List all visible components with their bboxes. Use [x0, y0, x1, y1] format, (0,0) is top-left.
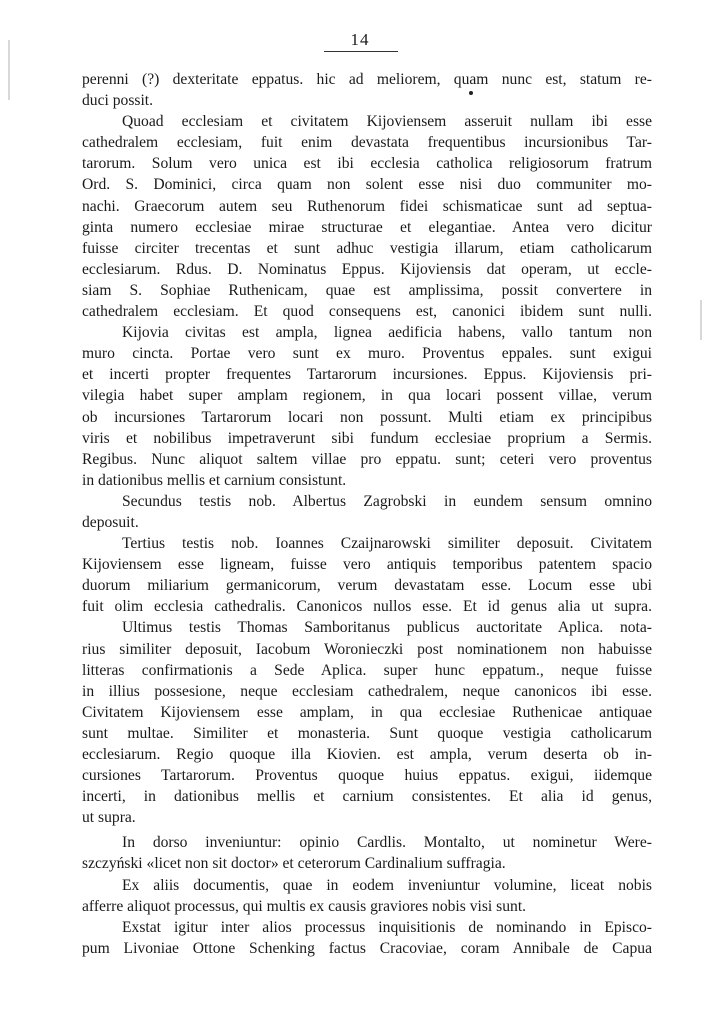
text-line: Quoad ecclesiam et civitatem Kijoviensem asseruit nullam ibi esse [122, 113, 652, 131]
text-line: muro cincta. Portae vero sunt ex muro. Proventus eppales. sunt exigui [82, 345, 652, 363]
text-line: Tertius testis nob. Ioannes Czaijnarowski similiter deposuit. Civitatem [122, 535, 652, 553]
text-line: cathedralem ecclesiam. Et quod consequens est, canonici ibidem sunt nulli. [82, 303, 652, 321]
text-line: szczyński «licet non sit doctor» et ceterorum Cardinalium suffragia. [82, 855, 506, 873]
text-line: duci possit. [82, 92, 154, 110]
text-line: sunt multae. Similiter et monasteria. Sunt quoque vestigia catholicarum [82, 724, 652, 742]
header-rule [324, 51, 398, 52]
text-line: ob incursiones Tartarorum locari non possunt. Multi etiam ex principibus [82, 408, 652, 426]
text-line: ut supra. [82, 809, 136, 827]
body-text [82, 69, 652, 959]
text-line: deposuit. [82, 513, 139, 531]
text-line: in dationibus mellis et carnium consistunt. [82, 471, 347, 489]
text-line: cathedralem ecclesiam, fuit enim devastata frequentibus incursionibus Tar- [82, 134, 652, 152]
text-line: siam S. Sophiae Ruthenicam, quae est amplissima, possit convertere in [82, 281, 652, 299]
text-line: fuit olim ecclesia cathedralis. Canonicos nullos esse. Et id genus alia ut supra. [82, 598, 652, 616]
text-line: Ultimus testis Thomas Samboritanus publicus auctoritate Aplica. nota- [122, 619, 652, 637]
text-line: afferre aliquot processus, qui multis ex causis graviores nobis visi sunt. [82, 897, 527, 915]
text-line: ecclesiarum. Rdus. D. Nominatus Eppus. Kijoviensis dat operam, ut eccle- [82, 260, 652, 278]
scan-edge-mark [8, 40, 10, 100]
text-line: duorum miliarium germanicorum, verum devastatam esse. Locum esse ubi [82, 577, 652, 595]
text-line: vilegia habet super amplam regionem, in qua locari possent villae, verum [82, 387, 652, 405]
text-line: Kijovia civitas est ampla, lignea aedificia habens, vallo tantum non [122, 324, 652, 342]
text-line: Ex aliis documentis, quae in eodem inveniuntur volumine, liceat nobis [122, 876, 652, 894]
text-line: In dorso inveniuntur: opinio Cardlis. Montalto, ut nominetur Were- [122, 834, 652, 852]
scan-edge-mark [700, 300, 702, 340]
page-number: 14 [350, 30, 370, 49]
text-line: tarorum. Solum vero unica est ibi ecclesia catholica religiosorum fratrum [82, 155, 652, 173]
text-line: cursiones Tartarorum. Proventus quoque huius eppatus. exigui, iidemque [82, 767, 652, 785]
text-line: in illius possesione, neque ecclesiam cathedralem, neque canonicos ibi esse. [82, 682, 652, 700]
text-line: litteras confirmationis a Sede Aplica. super hunc eppatum., neque fuisse [82, 661, 652, 679]
text-line: ginta numero ecclesiae mirae structurae et elegantiae. Antea vero dicitur [82, 218, 652, 236]
text-line: fuisse circiter trecentas et sunt adhuc vestigia illarum, etiam catholicarum [82, 239, 652, 257]
text-line: pum Livoniae Ottone Schenking factus Cracoviae, coram Annibale de Capua [82, 939, 652, 957]
text-line: Secundus testis nob. Albertus Zagrobski in eundem sensum omnino [122, 492, 652, 510]
text-line: et incerti propter frequentes Tartarorum incursiones. Eppus. Kijoviensis pri- [82, 366, 652, 384]
text-line: Exstat igitur inter alios processus inquisitionis de nominando in Episco- [122, 918, 652, 936]
text-line: Civitatem Kijoviensem esse amplam, in qua ecclesiae Ruthenicae antiquae [82, 703, 652, 721]
text-line: Regibus. Nunc aliquot saltem villae pro eppatu. sunt; ceteri vero proventus [82, 450, 652, 468]
text-line: rius similiter deposuit, Iacobum Woronieczki post nominationem non habuisse [82, 640, 652, 658]
text-line: nachi. Graecorum autem seu Ruthenorum fidei schismaticae sunt ad septua- [82, 197, 652, 215]
text-line: ecclesiarum. Regio quoque illa Kiovien. est ampla, verum deserta ob in- [82, 746, 652, 763]
text-line: viris et nobilibus impetraverunt sibi fundum ecclesiae proprium a Sermis. [82, 429, 652, 447]
text-line: incerti, in dationibus mellis et carnium consistentes. Et alia id genus, [82, 788, 652, 806]
text-line: perenni (?) dexteritate eppatus. hic ad meliorem, quam nunc est, statum re- [82, 71, 652, 88]
text-line: Ord. S. Dominici, circa quam non solent esse nisi duo communiter mo- [82, 176, 652, 194]
text-line: Kijoviensem esse ligneam, fuisse vero antiquis temporibus patentem spacio [82, 556, 652, 574]
